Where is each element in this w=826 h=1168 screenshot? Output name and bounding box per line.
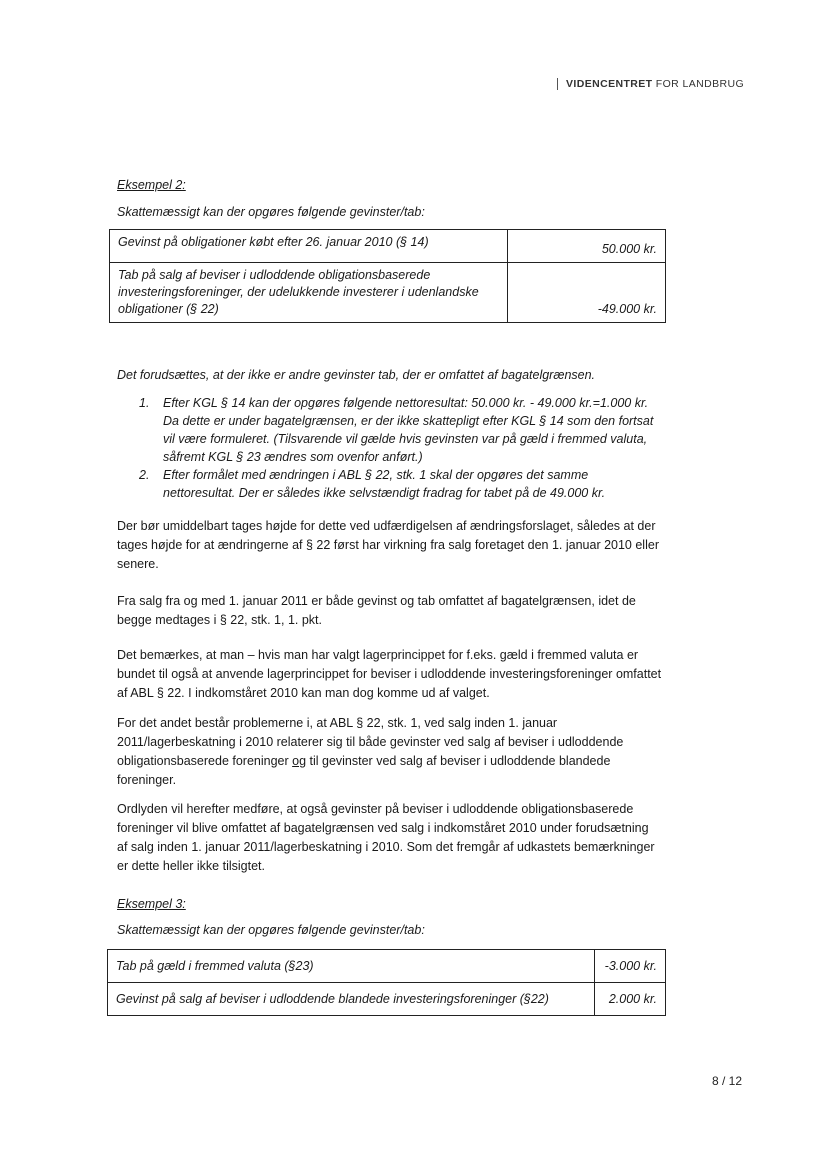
list-item bbox=[117, 466, 662, 502]
row-label: Gevinst på obligationer købt efter 26. januar 2010 (§ 14) bbox=[110, 230, 508, 263]
table-row bbox=[108, 983, 666, 1016]
paragraph-2: Fra salg fra og med 1. januar 2011 er både gevinst og tab omfattet af bagatelgrænsen, idet de begge medtages i § 22, stk. 1, 1. pkt. bbox=[117, 594, 636, 627]
list-item-text: Efter formålet med ændringen i ABL § 22, stk. 1 skal der opgøres det samme nettoresultat. Der er således ikke selvstændigt fradrag for tabet på de 49.000 kr. bbox=[163, 468, 606, 500]
list-item-number: 2. bbox=[139, 468, 150, 482]
list-item-text: Efter KGL § 14 kan der opgøres følgende nettoresultat: 50.000 kr. - 49.000 kr.=1.000 kr. Da dette er under bagatelgrænsen, er der ikke skattepligt efter KGL § 14 som den fortsat vil være formuleret. (Tilsvarende vil gælde hvis gevinsten var på gæld i fremmed valuta, såfremt KGL § 23 ændres som ovenfor anført.) bbox=[163, 396, 654, 464]
example-3-heading: Eksempel 3: bbox=[117, 897, 186, 911]
row-label: Tab på gæld i fremmed valuta (§23) bbox=[108, 950, 595, 983]
page-number: 8 / 12 bbox=[712, 1074, 743, 1088]
example-2-table bbox=[109, 229, 666, 323]
list-item bbox=[117, 394, 662, 466]
row-label: Gevinst på salg af beviser i udloddende blandede investeringsforeninger (§22) bbox=[108, 983, 595, 1016]
example-3-table bbox=[107, 949, 666, 1016]
paragraph-4 bbox=[117, 714, 662, 790]
numbered-list bbox=[117, 394, 662, 502]
table-row bbox=[110, 263, 666, 323]
table-row bbox=[108, 950, 666, 983]
paragraph-1: Der bør umiddelbart tages højde for dette ved udfærdigelsen af ændringsforslaget, således at der tages højde for at ændringerne af § 22 først har virkning fra salg foretaget den 1. januar 2010 eller senere. bbox=[117, 519, 659, 571]
example-2-heading: Eksempel 2: bbox=[117, 178, 186, 192]
organization-header bbox=[557, 78, 744, 90]
header-org-bold: VIDENCENTRET bbox=[566, 78, 653, 90]
paragraph-4-part-a: For det andet består problemerne i, at ABL § 22, stk. 1, ved salg inden 1. januar 2011/lagerbeskatning i 2010 relaterer sig til både gevinster ved salg af beviser i udloddende obligationsbaserede foreninger bbox=[117, 716, 624, 768]
header-org-rest: FOR LANDBRUG bbox=[652, 78, 745, 90]
row-amount: -3.000 kr. bbox=[595, 950, 666, 983]
paragraph-4-part-b: til gevinster ved salg af beviser i udloddende blandede foreninger. bbox=[117, 754, 611, 787]
row-label: Tab på salg af beviser i udloddende obligationsbaserede investeringsforeninger, der udelukkende investerer i udenlandske obligationer (§ 22) bbox=[110, 263, 508, 323]
table-row bbox=[110, 230, 666, 263]
assumption-text: Det forudsættes, at der ikke er andre gevinster tab, der er omfattet af bagatelgrænsen. bbox=[117, 368, 596, 382]
example-3-intro: Skattemæssigt kan der opgøres følgende gevinster/tab: bbox=[117, 923, 425, 937]
row-amount: 2.000 kr. bbox=[595, 983, 666, 1016]
list-item-number: 1. bbox=[139, 396, 150, 410]
paragraph-5: Ordlyden vil herefter medføre, at også gevinster på beviser i udloddende obligationsbaserede foreninger vil blive omfattet af bagatelgrænsen ved salg i indkomståret 2010 under forudsætning af salg inden 1. januar 2011/lagerbeskatning i 2010. Som det fremgår af udkastets bemærkninger er dette heller ikke tilsigtet. bbox=[117, 802, 655, 873]
row-amount: -49.000 kr. bbox=[508, 263, 666, 323]
row-amount: 50.000 kr. bbox=[508, 230, 666, 263]
paragraph-3: Det bemærkes, at man – hvis man har valgt lagerprincippet for f.eks. gæld i fremmed valuta er bundet til også at anvende lagerprincippet for beviser i udloddende investeringsforeninger omfattet af ABL § 22. I indkomståret 2010 kan man dog komme ud af valget. bbox=[117, 648, 662, 700]
example-2-intro: Skattemæssigt kan der opgøres følgende gevinster/tab: bbox=[117, 205, 425, 219]
paragraph-4-underlined-og: og bbox=[292, 754, 307, 768]
